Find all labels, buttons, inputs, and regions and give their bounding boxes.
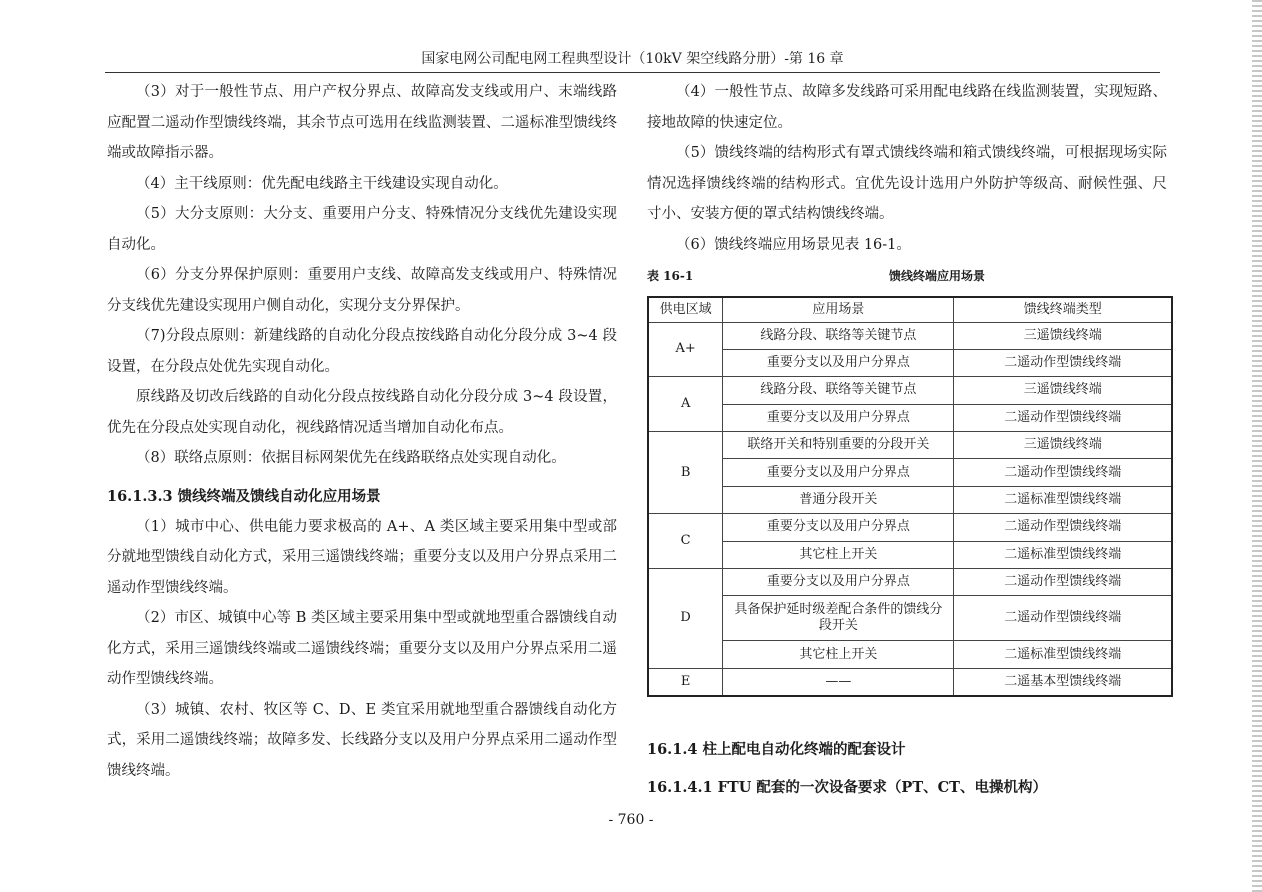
scene-cell: 重要分支以及用户分界点 [723,404,954,431]
table-row [648,569,1172,596]
table-row [648,432,1172,459]
terminal-type-cell: 二遥动作型馈线终端 [954,514,1172,541]
area-cell: C [648,514,723,569]
table-row [648,404,1172,431]
terminal-type-cell: 二遥基本型馈线终端 [954,668,1172,695]
terminal-type-cell: 二遥动作型馈线终端 [954,404,1172,431]
table-row [648,322,1172,349]
table-row [648,596,1172,641]
scene-cell: 具备保护延时级差配合条件的馈线分段开关 [723,596,954,641]
paragraph: （6）分支分界保护原则：重要用户支线、故障高发支线或用户、特殊情况分支线优先建设实现用户侧自动化，实现分支分界保护。 [107,267,617,314]
terminal-type-cell: 二遥动作型馈线终端 [954,569,1172,596]
paragraph: （7)分段点原则：新建线路的自动化分段点按线路自动化分段分成 3~4 段设置，在分段点处优先实现自动化。 [107,328,617,375]
scene-cell: 重要分支以及用户分界点 [723,349,954,376]
terminal-type-cell: 二遥动作型馈线终端 [954,596,1172,641]
terminal-type-cell: 三遥馈线终端 [954,432,1172,459]
right-column [647,77,1167,803]
table-row [648,486,1172,513]
scene-cell: —— [723,668,954,695]
paragraph: （4）一般性节点、故障多发线路可采用配电线路在线监测装置，实现短路、接地故障的快速定位。 [647,84,1167,131]
paragraph: （5）馈线终端的结构形式有罩式馈线终端和箱式馈线终端，可根据现场实际情况选择馈线终端的结构形式。宜优先设计选用户外防护等级高、耐候性强、尺寸小、安装方便的罩式结构馈线终端。 [647,145,1167,222]
area-cell: E [648,668,723,695]
scene-cell: 重要分支以及用户分界点 [723,459,954,486]
subsection-heading: 16.1.4.1 FTU 配套的一次设备要求（PT、CT、电操机构） [647,778,1047,796]
paragraph: （2）市区、城镇中心等 B 类区域主要采用集中型或就地型重合器馈线自动化方式，采用三遥馈线终端或二遥馈线终端；重要分支以及用户分界点采用二遥动作型馈线终端。 [107,610,617,687]
scene-cell: 重要分支以及用户分界点 [723,569,954,596]
column-header: 供电区域 [648,297,723,322]
area-cell: A [648,377,723,432]
scene-cell: 普通分段开关 [723,486,954,513]
paragraph: （3）对于一般性节点、用户产权分界点、故障高发支线或用户、末端线路应配置二遥动作型馈线终端，其余节点可选用在线监测装置、二遥标准型馈线终端或故障指示器。 [107,84,617,161]
scene-cell: 线路分段、联络等关键节点 [723,377,954,404]
terminal-type-cell: 二遥动作型馈线终端 [954,459,1172,486]
terminal-type-cell: 三遥馈线终端 [954,322,1172,349]
table-row [648,349,1172,376]
terminal-type-cell: 二遥标准型馈线终端 [954,541,1172,568]
terminal-type-cell: 三遥馈线终端 [954,377,1172,404]
table-row [648,668,1172,695]
paragraph: 原线路及切改后线路的自动化分段点按线路自动化分段分成 3~4 段设置，优先在分段点处实现自动化，视线路情况适当增加自动化布点。 [107,389,617,436]
terminal-type-cell: 二遥标准型馈线终端 [954,486,1172,513]
area-cell: B [648,432,723,514]
header-rule [105,72,1160,73]
table-caption [647,268,1167,284]
scene-cell: 其它柱上开关 [723,541,954,568]
table-row [648,541,1172,568]
section-heading: 16.1.4 柱上配电自动化终端的配套设计 [647,740,906,758]
column-header: 馈线终端类型 [954,297,1172,322]
table-row [648,641,1172,668]
left-column [107,77,617,786]
table-header-row [648,297,1172,322]
scene-cell: 联络开关和特别重要的分段开关 [723,432,954,459]
table-title: 馈线终端应用场景 [888,269,985,283]
scene-cell: 其它柱上开关 [723,641,954,668]
terminal-type-cell: 二遥动作型馈线终端 [954,349,1172,376]
feeder-terminal-table [647,296,1173,697]
scene-cell: 线路分段、联络等关键节点 [723,322,954,349]
terminal-type-cell: 二遥标准型馈线终端 [954,641,1172,668]
paragraph: （8）联络点原则：依据目标网架优先在线路联络点处实现自动化。 [136,450,566,466]
column-header: 应用场景 [723,297,954,322]
paragraph: （1）城市中心、供电能力要求极高的 A+、A 类区域主要采用集中型或部分就地型馈线自动化方式，采用三遥馈线终端；重要分支以及用户分界点采用二遥动作型馈线终端。 [107,518,617,596]
scene-cell: 重要分支以及用户分界点 [723,514,954,541]
table-row [648,377,1172,404]
table-row [648,459,1172,486]
section-heading: 16.1.3.3 馈线终端及馈线自动化应用场景 [107,487,381,505]
paragraph: （6）馈线终端应用场景见表 16-1。 [676,236,911,253]
paragraph: （4）主干线原则：优先配电线路主干线建设实现自动化。 [136,175,508,192]
table-row [648,514,1172,541]
area-cell: D [648,569,723,669]
page-header: 国家电网公司配电网工程典型设计（10kV 架空线路分册）-第 16 章 [421,51,844,67]
page-edge-decoration [1252,0,1262,892]
paragraph: （3）城镇、农村、牧区等 C、D、E 类宜采用就地型重合器馈线自动化方式，采用二遥馈线终端；故障多发、长线路分支以及用户分界点采用二遥动作型馈线终端。 [107,701,617,779]
area-cell: A+ [648,322,723,377]
table-number: 表 16-1 [647,269,694,283]
paragraph: （5）大分支原则：大分支、重要用户分支、特殊情况分支线优先建设实现自动化。 [107,206,617,253]
page-number: - 760 - [608,812,654,828]
